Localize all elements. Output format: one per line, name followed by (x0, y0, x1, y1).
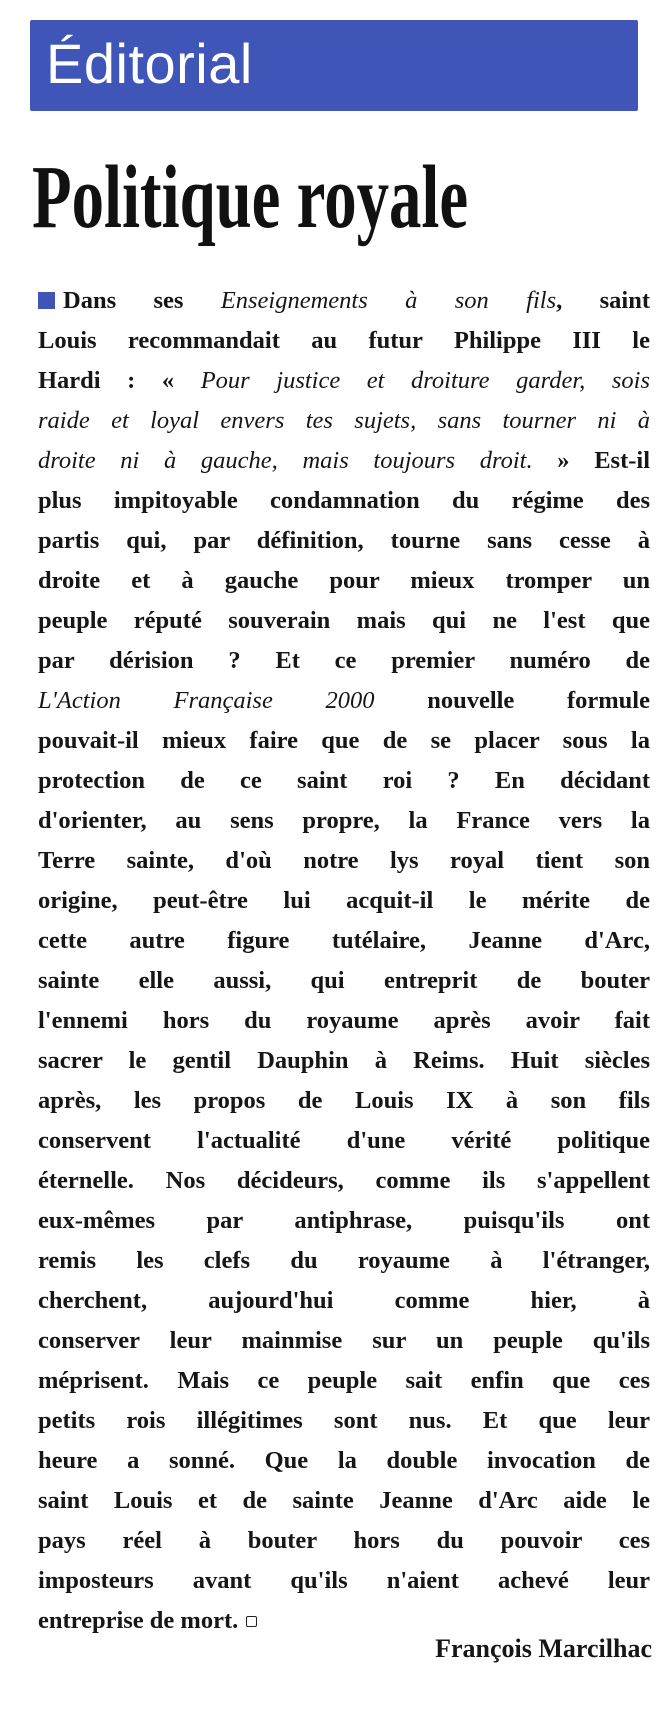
body-text-segment: eux-mêmes par antiphrase, puisqu'ils ont (38, 1207, 650, 1234)
body-text-segment: protection de ce saint roi ? En décidant (38, 767, 650, 794)
body-text-segment: Louis recommandait au futur Philippe III le (38, 327, 650, 354)
italic-text: Enseignements à son fils (220, 287, 557, 314)
body-text-segment: remis les clefs du royaume à l'étranger, (38, 1247, 650, 1274)
body-line (38, 561, 650, 601)
body-line (38, 1161, 650, 1201)
body-text-segment: plus impitoyable condamnation du régime des (38, 487, 650, 514)
body-text-segment: conserver leur mainmise sur un peuple qu'ils (38, 1327, 650, 1354)
body-text-segment: Terre sainte, d'où notre lys royal tient son (38, 847, 650, 874)
author-signature: François Marcilhac (435, 1634, 652, 1663)
hollow-square-icon (246, 1616, 257, 1627)
section-banner (30, 20, 638, 111)
body-text-segment: cherchent, aujourd'hui comme hier, à (38, 1287, 650, 1314)
body-text-segment: l'ennemi hors du royaume après avoir fait (38, 1007, 650, 1034)
editorial-body (38, 281, 650, 1641)
body-line (38, 281, 650, 321)
body-line (38, 1001, 650, 1041)
blue-square-icon (38, 292, 55, 309)
body-line (38, 1481, 650, 1521)
body-line (38, 761, 650, 801)
body-text-segment: heure a sonné. Que la double invocation de (38, 1447, 650, 1474)
body-line (38, 1321, 650, 1361)
body-line (38, 681, 650, 721)
body-text-segment: conservent l'actualité d'une vérité politique (38, 1127, 650, 1154)
body-text-segment: » Est-il (532, 447, 650, 474)
body-line (38, 521, 650, 561)
body-text-segment: méprisent. Mais ce peuple sait enfin que ces (38, 1367, 650, 1394)
body-line (38, 481, 650, 521)
body-text-segment: partis qui, par définition, tourne sans cesse à (38, 527, 650, 554)
body-line (38, 1401, 650, 1441)
italic-text: Pour justice et droiture garder, sois (200, 367, 650, 394)
body-line (38, 961, 650, 1001)
body-line (38, 921, 650, 961)
body-text-segment: origine, peut-être lui acquit-il le mérite de (38, 887, 650, 914)
body-text-segment: pouvait-il mieux faire que de se placer sous la (38, 727, 650, 754)
body-line (38, 881, 650, 921)
headline: Politique royale (32, 148, 469, 247)
body-line (38, 1441, 650, 1481)
body-line (38, 641, 650, 681)
body-line (38, 1561, 650, 1601)
body-line (38, 361, 650, 401)
body-line (38, 1521, 650, 1561)
italic-text: droite ni à gauche, mais toujours droit. (38, 447, 533, 474)
body-text-segment: d'orienter, au sens propre, la France vers la (38, 807, 650, 834)
body-line (38, 841, 650, 881)
body-text-segment: sacrer le gentil Dauphin à Reims. Huit siècles (38, 1047, 650, 1074)
body-text-segment: peuple réputé souverain mais qui ne l'est que (38, 607, 650, 634)
body-text-segment: nouvelle formule (374, 687, 650, 714)
body-text-segment: par dérision ? Et ce premier numéro de (38, 647, 650, 674)
body-line (38, 1241, 650, 1281)
body-text-segment: Dans ses (63, 287, 221, 314)
section-label: Éditorial (46, 32, 253, 95)
italic-text: raide et loyal envers tes sujets, sans tourner ni à (38, 407, 650, 434)
body-text-segment: entreprise de mort. (38, 1607, 239, 1634)
body-line (38, 1361, 650, 1401)
body-text-segment: après, les propos de Louis IX à son fils (38, 1087, 650, 1114)
body-line (38, 601, 650, 641)
body-text-segment: saint Louis et de sainte Jeanne d'Arc aide le (38, 1487, 650, 1514)
body-text-segment: sainte elle aussi, qui entreprit de bouter (38, 967, 650, 994)
body-line (38, 1081, 650, 1121)
body-line (38, 801, 650, 841)
italic-text: L'Action Française 2000 (38, 687, 375, 714)
body-text-segment: éternelle. Nos décideurs, comme ils s'appellent (38, 1167, 650, 1194)
body-text-segment: cette autre figure tutélaire, Jeanne d'Arc, (38, 927, 650, 954)
body-line (38, 441, 650, 481)
body-line (38, 1201, 650, 1241)
body-text-segment: , saint (556, 287, 650, 314)
body-text-segment: imposteurs avant qu'ils n'aient achevé leur (38, 1567, 650, 1594)
body-line (38, 1121, 650, 1161)
body-line (38, 1041, 650, 1081)
body-line (38, 401, 650, 441)
body-text-segment: droite et à gauche pour mieux tromper un (38, 567, 650, 594)
body-text-segment: pays réel à bouter hors du pouvoir ces (38, 1527, 650, 1554)
body-text-segment: petits rois illégitimes sont nus. Et que leur (38, 1407, 650, 1434)
body-line (38, 321, 650, 361)
body-text-segment: Hardi : « (38, 367, 201, 394)
body-line (38, 1281, 650, 1321)
body-line (38, 721, 650, 761)
